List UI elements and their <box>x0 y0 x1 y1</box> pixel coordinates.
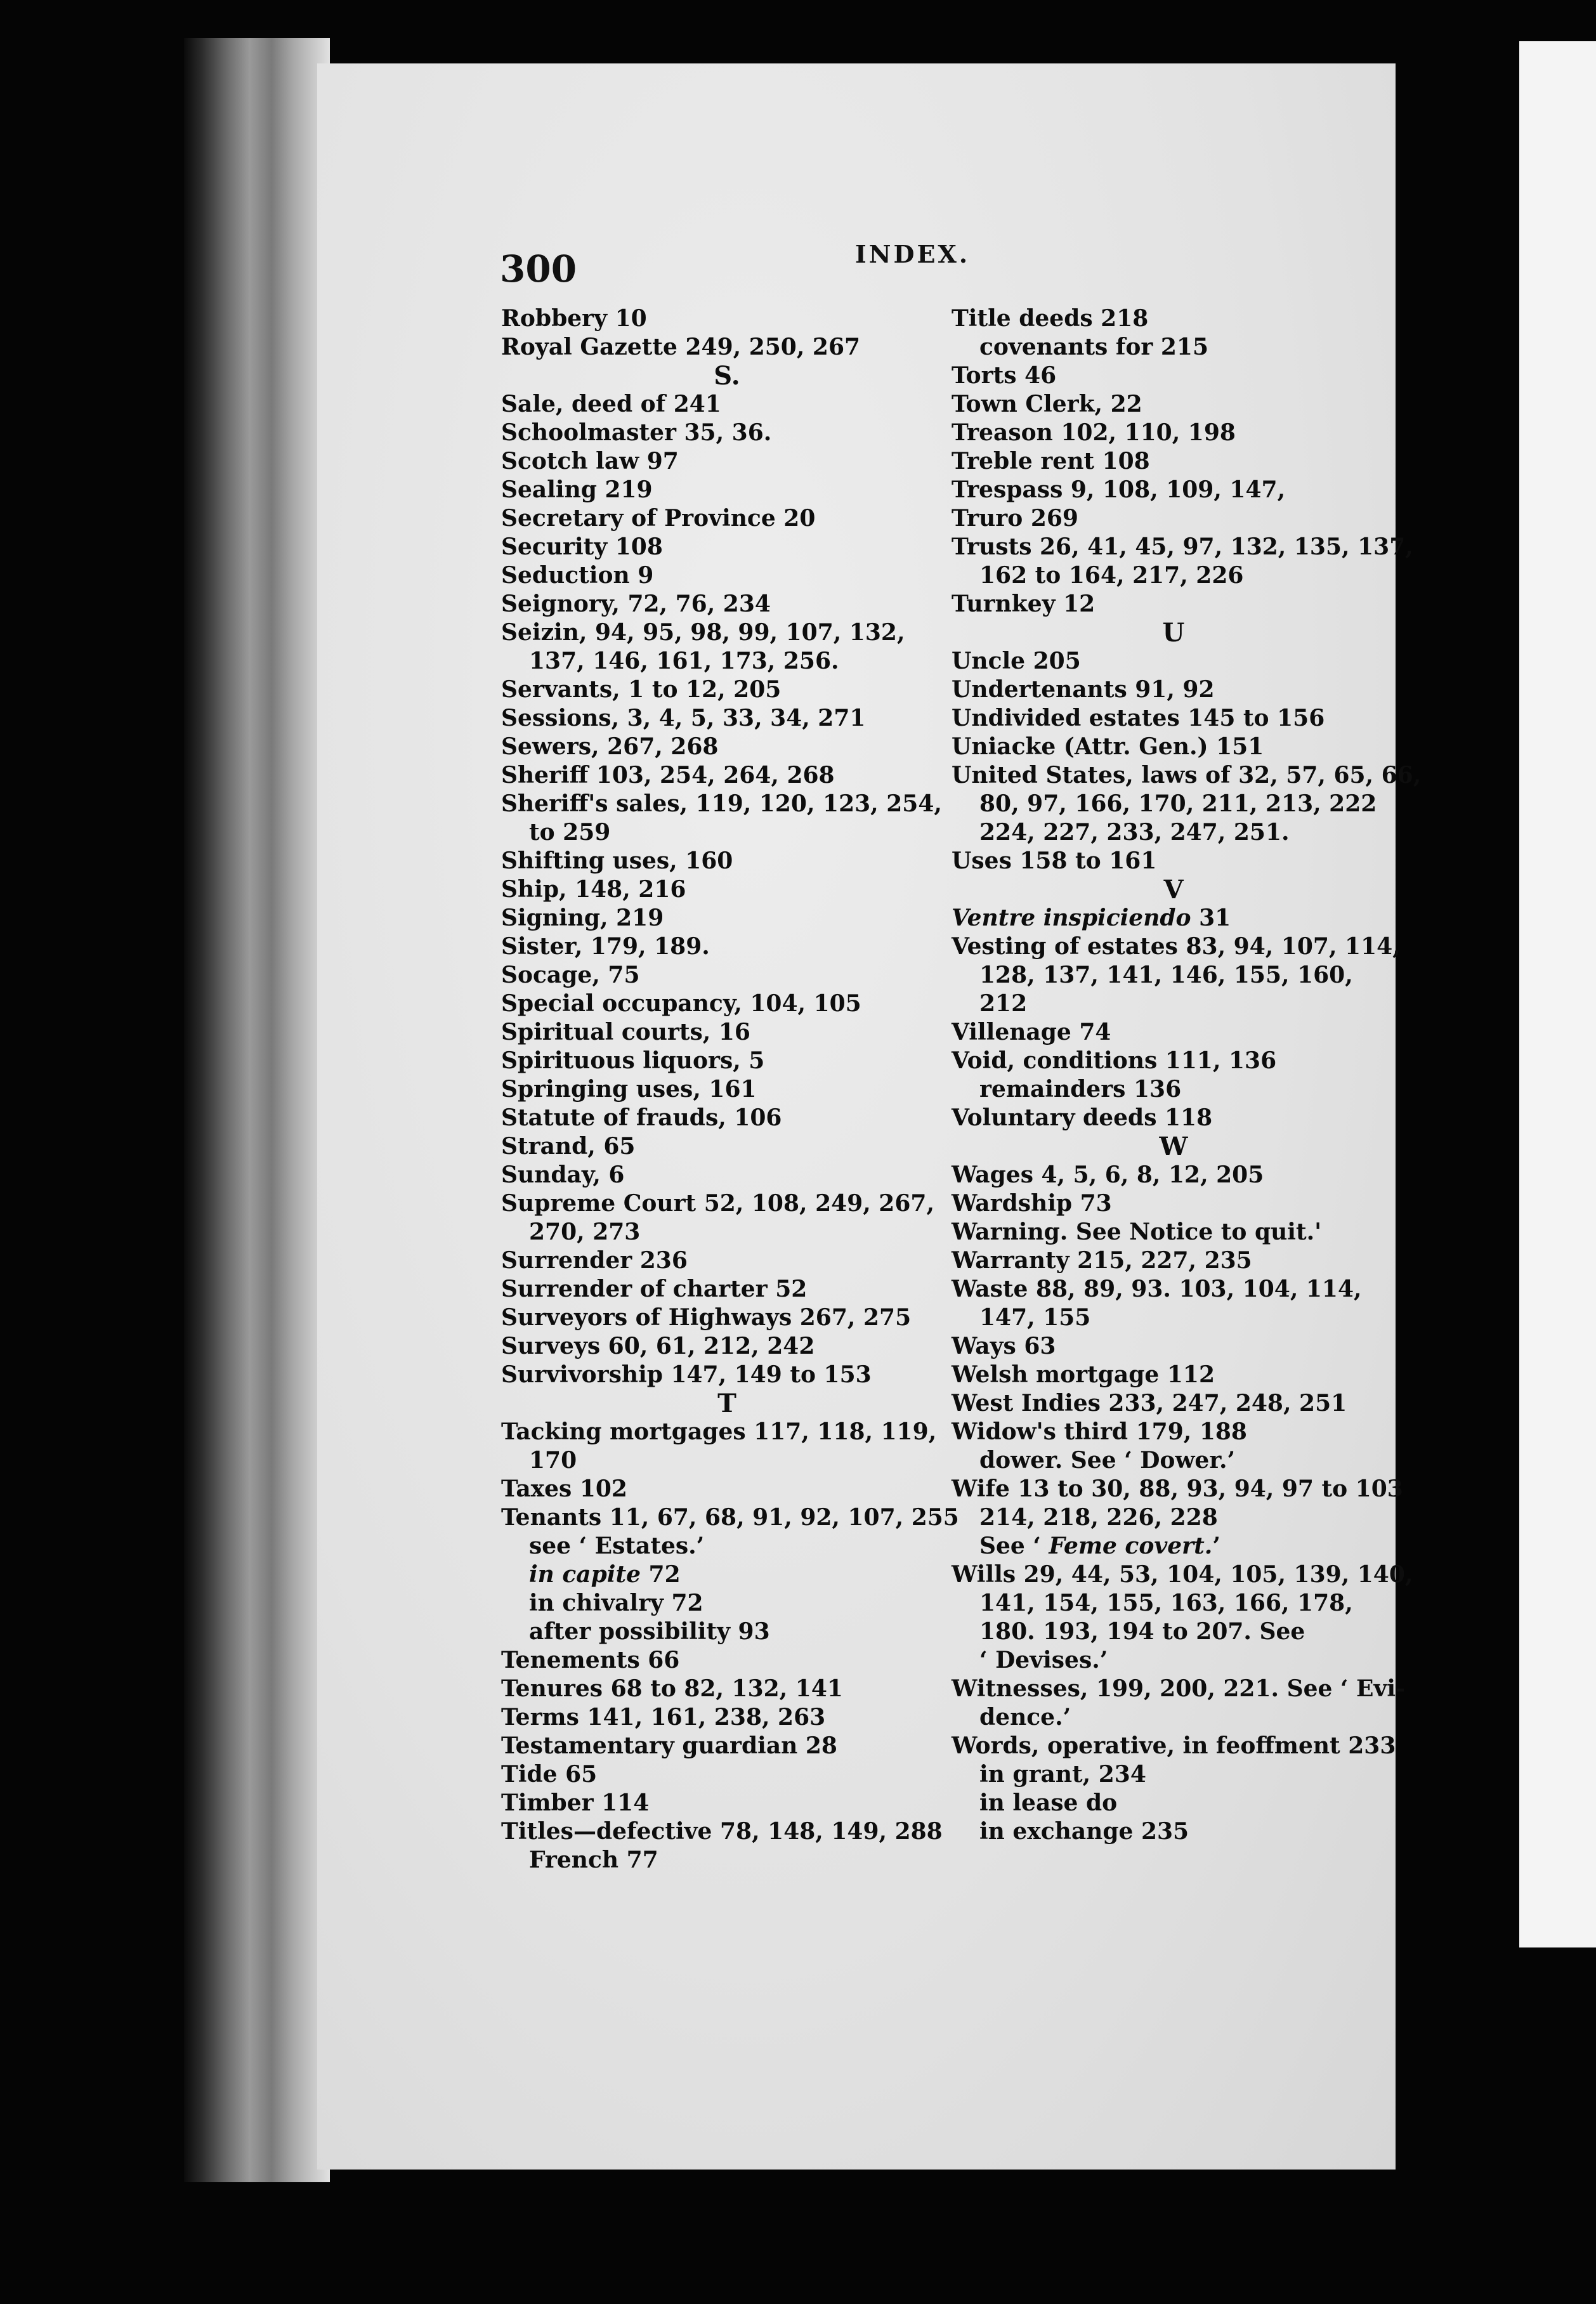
index-letter-heading: U <box>1162 618 1185 648</box>
index-entry: Wardship 73 <box>952 1190 1112 1217</box>
index-entry: Witnesses, 199, 200, 221. See ‘ Evi- <box>952 1675 1405 1702</box>
index-entry: Void, conditions 111, 136 <box>952 1047 1277 1074</box>
index-entry: Statute of frauds, 106 <box>501 1104 782 1131</box>
index-subentry: 137, 146, 161, 173, 256. <box>529 648 839 674</box>
index-entry: Secretary of Province 20 <box>501 505 816 532</box>
index-entry: Springing uses, 161 <box>501 1076 757 1103</box>
index-entry: Tide 65 <box>501 1761 598 1788</box>
index-entry: Uniacke (Attr. Gen.) 151 <box>952 733 1264 760</box>
index-subentry: 170 <box>529 1447 577 1474</box>
index-entry: Servants, 1 to 12, 205 <box>501 676 782 703</box>
index-entry: Sheriff 103, 254, 264, 268 <box>501 762 835 789</box>
index-subentry: 270, 273 <box>529 1219 641 1245</box>
index-entry: Truro 269 <box>952 505 1078 532</box>
index-subentry: ‘ Devises.’ <box>979 1647 1108 1673</box>
index-entry: Seignory, 72, 76, 234 <box>501 591 771 617</box>
index-entry: Seduction 9 <box>501 562 654 589</box>
index-entry: Signing, 219 <box>501 905 664 931</box>
facing-page-sliver <box>1519 41 1596 1947</box>
index-subentry: in capite 72 <box>529 1561 681 1588</box>
index-subentry: 224, 227, 233, 247, 251. <box>979 819 1290 846</box>
index-entry: Trespass 9, 108, 109, 147, <box>952 476 1286 503</box>
index-entry: Wages 4, 5, 6, 8, 12, 205 <box>952 1162 1264 1188</box>
index-entry: Treble rent 108 <box>952 448 1150 475</box>
index-subentry: dower. See ‘ Dower.’ <box>979 1447 1236 1474</box>
index-entry: Waste 88, 89, 93. 103, 104, 114, <box>952 1276 1362 1302</box>
book-page-edges <box>184 38 330 2182</box>
index-subentry: in exchange 235 <box>979 1818 1189 1845</box>
index-subentry: to 259 <box>529 819 611 846</box>
index-entry: Wills 29, 44, 53, 104, 105, 139, 140, <box>952 1561 1413 1588</box>
index-subentry: 141, 154, 155, 163, 166, 178, <box>979 1590 1353 1616</box>
index-entry: Sheriff's sales, 119, 120, 123, 254, <box>501 790 942 817</box>
index-entry: Ship, 148, 216 <box>501 876 686 903</box>
index-subentry: in grant, 234 <box>979 1761 1146 1788</box>
index-entry: Strand, 65 <box>501 1133 636 1160</box>
index-entry: Surrender of charter 52 <box>501 1276 808 1302</box>
index-entry: Sister, 179, 189. <box>501 933 710 960</box>
index-page <box>317 63 1422 2170</box>
index-entry: Tenants 11, 67, 68, 91, 92, 107, 255 <box>501 1504 959 1531</box>
index-column-left <box>501 304 959 1875</box>
index-entry: Supreme Court 52, 108, 249, 267, <box>501 1190 934 1217</box>
index-entry: United States, laws of 32, 57, 65, 66, <box>952 762 1422 789</box>
index-entry: Surrender 236 <box>501 1247 688 1274</box>
index-subentry: See ‘ Feme covert.’ <box>979 1533 1220 1559</box>
index-entry: Testamentary guardian 28 <box>501 1732 837 1759</box>
index-entry: Undivided estates 145 to 156 <box>952 705 1325 731</box>
index-entry: Terms 141, 161, 238, 263 <box>501 1704 826 1731</box>
index-entry: Wife 13 to 30, 88, 93, 94, 97 to 103 <box>952 1476 1403 1502</box>
index-subentry: 180. 193, 194 to 207. See <box>979 1618 1305 1645</box>
index-entry: Royal Gazette 249, 250, 267 <box>501 334 861 360</box>
index-entry: Spiritual courts, 16 <box>501 1019 750 1045</box>
index-entry: Timber 114 <box>501 1790 650 1816</box>
index-entry: Ways 63 <box>952 1333 1056 1359</box>
index-entry: Special occupancy, 104, 105 <box>501 990 861 1017</box>
index-letter-heading: V <box>1163 875 1184 905</box>
index-entry: Titles—defective 78, 148, 149, 288 <box>501 1818 943 1845</box>
index-entry: Sunday, 6 <box>501 1162 625 1188</box>
index-subentry: in chivalry 72 <box>529 1590 703 1616</box>
index-subentry: 80, 97, 166, 170, 211, 213, 222 <box>979 790 1377 817</box>
index-subentry: remainders 136 <box>979 1076 1182 1103</box>
index-entry: Socage, 75 <box>501 962 640 988</box>
index-entry: Town Clerk, 22 <box>952 391 1142 417</box>
index-subentry: 212 <box>979 990 1028 1017</box>
running-head: INDEX. <box>855 240 971 268</box>
index-entry: Tenements 66 <box>501 1647 680 1673</box>
index-subentry: 214, 218, 226, 228 <box>979 1504 1218 1531</box>
index-subentry: in lease do <box>979 1790 1118 1816</box>
index-letter-heading: S. <box>714 361 740 391</box>
index-entry: Villenage 74 <box>952 1019 1111 1045</box>
index-entry: Voluntary deeds 118 <box>952 1104 1213 1131</box>
index-entry: Surveyors of Highways 267, 275 <box>501 1304 912 1331</box>
index-entry: Tacking mortgages 117, 118, 119, <box>501 1418 937 1445</box>
index-entry: Treason 102, 110, 198 <box>952 419 1236 446</box>
index-entry: Trusts 26, 41, 45, 97, 132, 135, 137, <box>952 533 1413 560</box>
index-subentry: 162 to 164, 217, 226 <box>979 562 1244 589</box>
index-column-right <box>952 304 1422 1846</box>
page-number: 300 <box>500 247 577 291</box>
index-letter-heading: T <box>717 1389 736 1418</box>
index-entry: Warning. See Notice to quit.' <box>952 1219 1322 1245</box>
index-entry: Surveys 60, 61, 212, 242 <box>501 1333 815 1359</box>
index-subentry: see ‘ Estates.’ <box>529 1533 705 1559</box>
index-entry: Taxes 102 <box>501 1476 627 1502</box>
index-entry: Torts 46 <box>952 362 1057 389</box>
index-entry: Welsh mortgage 112 <box>952 1361 1215 1388</box>
index-entry: Ventre inspiciendo 31 <box>952 905 1231 931</box>
index-letter-heading: W <box>1159 1132 1188 1162</box>
index-entry: Uncle 205 <box>952 648 1081 674</box>
index-entry: Undertenants 91, 92 <box>952 676 1215 703</box>
index-entry: Widow's third 179, 188 <box>952 1418 1247 1445</box>
index-entry: Shifting uses, 160 <box>501 848 733 874</box>
index-subentry: 147, 155 <box>979 1304 1091 1331</box>
index-entry: Turnkey 12 <box>952 591 1096 617</box>
index-entry: Words, operative, in feoffment 233 <box>952 1732 1396 1759</box>
index-entry: Uses 158 to 161 <box>952 848 1157 874</box>
index-entry: Title deeds 218 <box>952 305 1149 332</box>
index-subentry: covenants for 215 <box>979 334 1209 360</box>
index-subentry: dence.’ <box>979 1704 1071 1731</box>
index-entry: Sewers, 267, 268 <box>501 733 719 760</box>
index-entry: Security 108 <box>501 533 663 560</box>
index-entry: Robbery 10 <box>501 305 647 332</box>
index-entry: Schoolmaster 35, 36. <box>501 419 772 446</box>
index-entry: Survivorship 147, 149 to 153 <box>501 1361 872 1388</box>
index-entry: Tenures 68 to 82, 132, 141 <box>501 1675 843 1702</box>
index-subentry: French 77 <box>529 1847 658 1873</box>
index-entry: Warranty 215, 227, 235 <box>952 1247 1252 1274</box>
index-entry: Sealing 219 <box>501 476 653 503</box>
index-entry: Sessions, 3, 4, 5, 33, 34, 271 <box>501 705 866 731</box>
index-subentry: after possibility 93 <box>529 1618 770 1645</box>
index-entry: Vesting of estates 83, 94, 107, 114, <box>952 933 1401 960</box>
index-subentry: 128, 137, 141, 146, 155, 160, <box>979 962 1353 988</box>
index-entry: Scotch law 97 <box>501 448 679 475</box>
index-entry: Spirituous liquors, 5 <box>501 1047 765 1074</box>
index-entry: West Indies 233, 247, 248, 251 <box>952 1390 1347 1417</box>
index-entry: Seizin, 94, 95, 98, 99, 107, 132, <box>501 619 905 646</box>
index-entry: Sale, deed of 241 <box>501 391 721 417</box>
